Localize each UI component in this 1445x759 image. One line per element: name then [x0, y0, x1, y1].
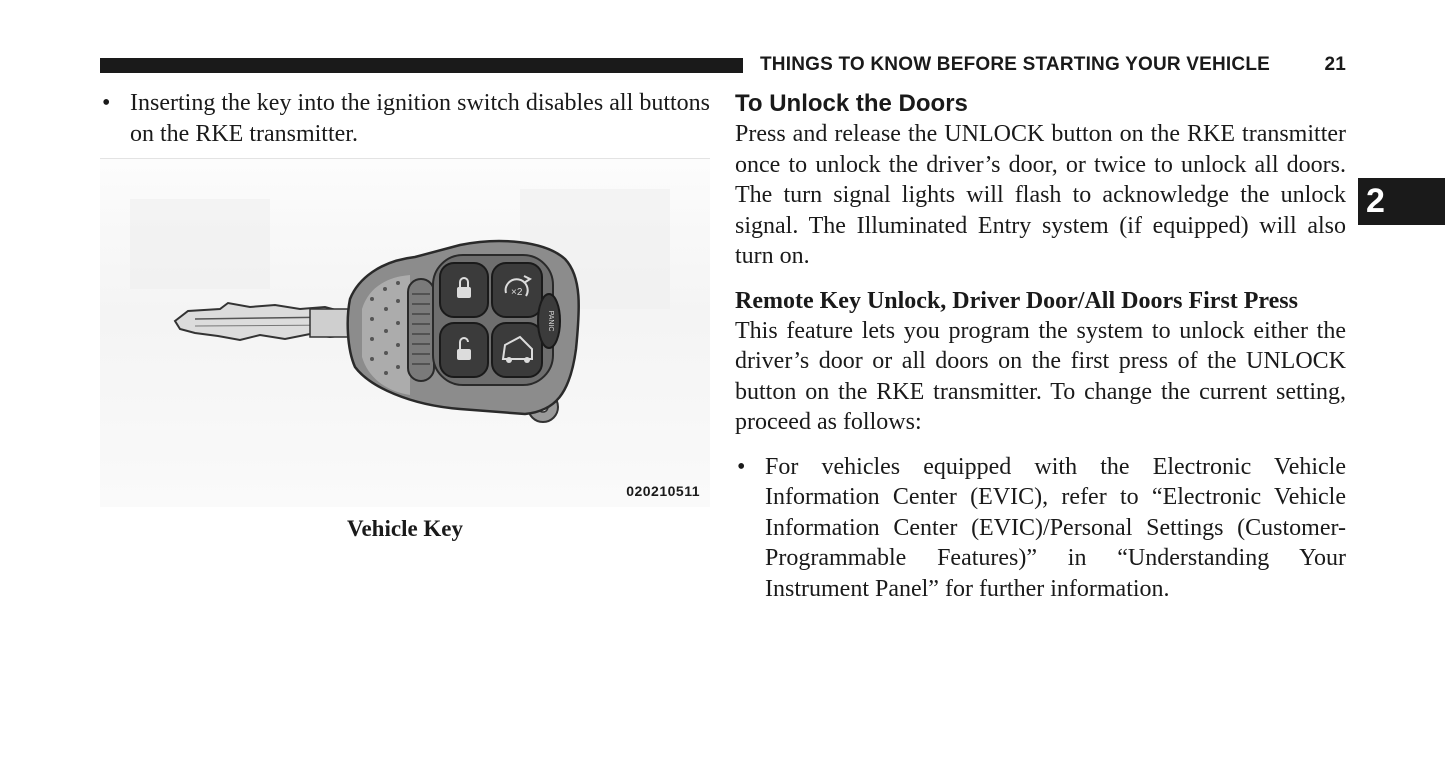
- subsection-heading: Remote Key Unlock, Driver Door/All Doors First Press: [735, 287, 1298, 314]
- lock-button: [440, 263, 488, 317]
- unlock-button: [440, 323, 488, 377]
- figure-caption: Vehicle Key: [346, 516, 464, 541]
- figure-code: 020210511: [626, 483, 700, 499]
- key-blade: [175, 303, 350, 340]
- bullet-icon: •: [737, 453, 746, 480]
- vehicle-key-illustration: [100, 159, 710, 507]
- header-rule: [100, 58, 743, 73]
- section-heading: To Unlock the Doors: [735, 90, 968, 117]
- paragraph: Press and release the UNLOCK button on the RKE transmitter once to unlock the driver’s door, or twice to unlock all doors. The turn signal lights will flash to acknowledge the unlock signal. The Illuminated Entry system (if equipped) will also turn on.: [735, 121, 1346, 269]
- section-title: THINGS TO KNOW BEFORE STARTING YOUR VEHICLE: [760, 54, 1271, 75]
- panic-button: [538, 294, 560, 348]
- liftgate-button: [492, 323, 542, 377]
- bullet-text: Inserting the key into the ignition switch disables all buttons on the RKE transmitter.: [130, 90, 710, 147]
- remote-start-label: ×2: [511, 287, 523, 298]
- running-header: [760, 54, 1346, 76]
- right-column: [735, 88, 1346, 604]
- list-item: [100, 88, 710, 150]
- paragraph: This feature lets you program the system to unlock either the driver’s door or all doors on the first press of the UNLOCK button on the RKE transmitter. To change the current setting, proceed as follows:: [735, 317, 1346, 435]
- list-item: [735, 452, 1346, 605]
- remote-start-button: [492, 263, 542, 317]
- left-column: [100, 88, 710, 150]
- bullet-text: For vehicles equipped with the Electronic Vehicle Information Center (EVIC), refer to “Electronic Vehicle Information Center (EVIC)/Personal Settings (Customer-Programmable Features)” in “Understanding Your Instrument Panel” for further information.: [765, 453, 1346, 602]
- chapter-tab: 2: [1358, 178, 1445, 225]
- vehicle-key-figure: [100, 158, 710, 507]
- panic-label: PANIC: [547, 310, 554, 332]
- bullet-icon: •: [102, 90, 111, 116]
- page-number: 21: [1324, 54, 1346, 75]
